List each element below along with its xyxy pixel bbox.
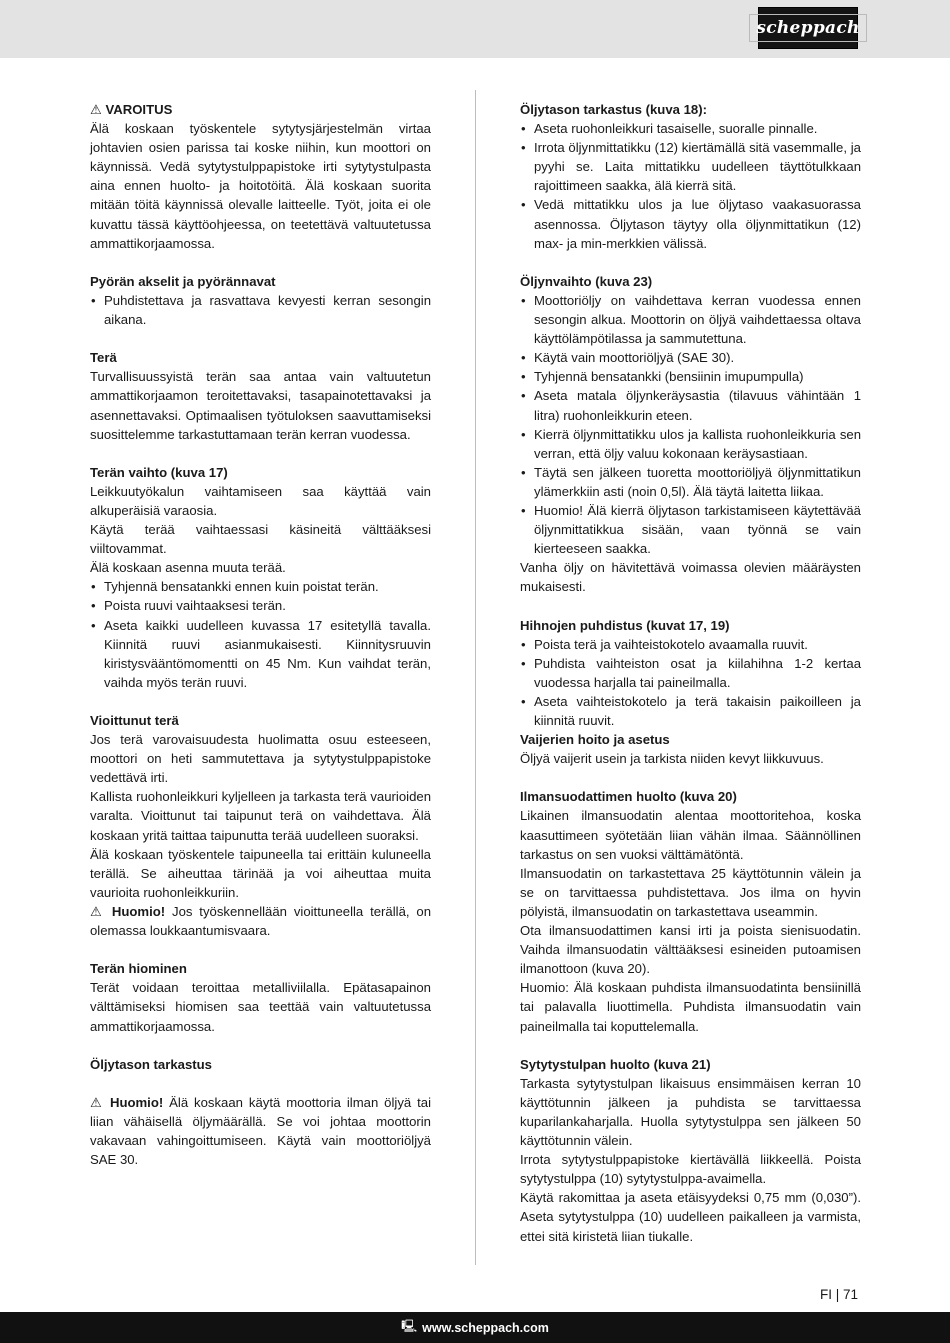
paragraph: Tarkasta sytytystulpan likaisuus ensimmäisen kerran 10 käyttötunnin jälkeen ja puhdista se tarvittaessa kuparilankaharjalla. Huolla sytytystulppa sen jälkeen 50 käyttötunnin välein. [520, 1075, 861, 1149]
website-link[interactable]: www.scheppach.com [422, 1320, 549, 1335]
paragraph: Likainen ilmansuodatin alentaa moottoritehoa, koska kaasuttimeen syötetään liian vähän ilmaa. Säännöllinen tarkastus on sen vuoksi välttämätöntä. [520, 808, 861, 862]
list-item: • Poista ruuvi vaihtaaksesi terän. [90, 596, 431, 615]
list-item: • Aseta vaihteistokotelo ja terä takaisin paikoilleen ja kiinnitä ruuvit. [520, 692, 861, 730]
sharpening-text: Terät voidaan teroittaa metalliviilalla. Epätasapainon välttämiseksi hiomisen saa teettää vain valtuutetussa ammattikorjaamossa. [90, 980, 431, 1034]
oil-change-list [520, 291, 861, 558]
list-item: • Huomio! Älä kierrä öljytason tarkistamiseen käytettävää öljynmittatikkua sisään, vaan työnnä se vain kierteeseen saakka. [520, 501, 861, 558]
paragraph: Käytä terää vaihtaessasi käsineitä välttääksesi viiltovammat. [90, 522, 431, 557]
warning-text: Älä koskaan työskentele sytytysjärjestelmän virtaa johtavien osien parissa tai koske niihin, kun moottori on käynnissä. Vedä sytytystulppapistoke irti sytytystulpasta aina ennen huolto- ja hoitotöitä. Älä koskaan suorita mitään töitä käynnissä olevalle laitteelle. Työt, joita ei ole kuvattu tässä käyttöohjeessa, on teetettävä valtuutetussa ammattikorjaamossa. [90, 121, 431, 251]
list-item: • Aseta ruohonleikkuri tasaiselle, suoralle pinnalle. [520, 119, 861, 138]
logo-text: scheppach [749, 14, 866, 42]
list-item: • Vedä mittatikku ulos ja lue öljytaso vaakasuorassa asennossa. Öljytason täytyy olla öljynmittatikun (12) max- ja min-merkkien välissä. [520, 195, 861, 252]
air-filter-heading: Ilmansuodattimen huolto (kuva 20) [520, 789, 737, 805]
list-item: • Täytä sen jälkeen tuoretta moottoriöljyä öljynmittatikun ylämerkkiin asti (noin 0,5l). Älä täytä laitetta liikaa. [520, 463, 861, 501]
oil-disposal-text: Vanha öljy on hävitettävä voimassa olevien määräysten mukaisesti. [520, 560, 861, 595]
paragraph: Älä koskaan työskentele taipuneella tai erittäin kuluneella terällä. Se aiheuttaa tärinää ja voi aiheuttaa muita vaurioita ruohonleikkuriin. [90, 846, 431, 900]
page-number: FI | 71 [819, 1287, 858, 1302]
list-item: • Poista terä ja vaihteistokotelo avaamalla ruuvit. [520, 635, 861, 654]
right-column [520, 100, 861, 1246]
blade-change-heading: Terän vaihto (kuva 17) [90, 464, 228, 480]
paragraph: Kallista ruohonleikkuri kyljelleen ja tarkasta terä vaurioiden varalta. Vioittunut tai taipunut terä on vaihdettava. Älä koskaan yritä taittaa taipunutta terää uudelleen suoraksi. [90, 789, 431, 843]
oil-change-heading: Öljynvaihto (kuva 23) [520, 273, 653, 289]
paragraph: Irrota sytytystulppapistoke kiertävällä liikkeellä. Poista sytytystulppa (10) sytytystulppa-avaimella. [520, 1152, 861, 1187]
warning-triangle-icon: ⚠ [90, 1094, 105, 1110]
oil-check-note [90, 1093, 431, 1169]
warning-title: VAROITUS [105, 102, 173, 117]
oil-check-heading: Öljytason tarkastus [90, 1056, 212, 1072]
list-item: • Käytä vain moottoriöljyä (SAE 30). [520, 348, 861, 367]
belt-cleaning-list [520, 635, 861, 730]
wheels-heading: Pyörän akselit ja pyörännavat [90, 273, 276, 289]
list-item: • Tyhjennä bensatankki ennen kuin poistat terän. [90, 577, 431, 596]
footer-bar [0, 1312, 950, 1343]
computer-icon: 🖳 [401, 1319, 418, 1333]
list-item: • Puhdistettava ja rasvattava kevyesti kerran sesongin aikana. [90, 291, 431, 329]
wheels-list [90, 291, 431, 329]
column-divider [475, 90, 476, 1265]
list-item: • Aseta kaikki uudelleen kuvassa 17 esitetyllä tavalla. Kiinnitä ruuvi asianmukaisesti. Kiinnitysruuvin kiristysvääntömomentti on 45 Nm. Kun vaihdat terän, vaihda myös terän ruuvi. [90, 616, 431, 692]
paragraph: Ota ilmansuodattimen kansi irti ja poista sienisuodatin. Vaihda ilmansuodatin välttääksesi esineiden putoamisen ilmanottoon (kuva 20). [520, 923, 861, 977]
damaged-blade-note [90, 902, 431, 940]
spark-plug-heading: Sytytystulpan huolto (kuva 21) [520, 1056, 711, 1072]
list-item: • Irrota öljynmittatikku (12) kiertämällä sitä vasemmalle, ja pyyhi se. Laita mittatikku uudelleen täyttötulkkaan rajoittimeen saakka, älä kierrä sitä. [520, 138, 861, 195]
list-item: • Tyhjennä bensatankki (bensiinin imupumpulla) [520, 367, 861, 386]
left-column [90, 100, 431, 1169]
scheppach-logo [758, 7, 858, 49]
sharpening-heading: Terän hiominen [90, 961, 187, 977]
note-label: Huomio! [111, 903, 166, 919]
blade-text: Turvallisuussyistä terän saa antaa vain valtuutetun ammattikorjaamon teroitettavaksi, tasapainotettavaksi ja asennettavaksi. Optimaalisen työtuloksen saavuttamiseksi suosittelemme tarkastuttamaan terän kerran vuodessa. [90, 369, 431, 442]
warning-triangle-icon: ⚠ [90, 102, 102, 117]
cables-text: Öljyä vaijerit usein ja tarkista niiden kevyt liikkuvuus. [520, 751, 824, 767]
list-item: • Puhdista vaihteiston osat ja kiilahihna 1-2 kertaa vuodessa harjalla tai paineilmalla. [520, 654, 861, 692]
list-item: • Kierrä öljynmittatikku ulos ja kallista ruohonleikkuria sen verran, että öljy valuu kokonaan keräysastiaan. [520, 425, 861, 463]
note-text: Älä koskaan käytä moottoria ilman öljyä tai liian vähäisellä öljymäärällä. Se voi johtaa moottorin vakavaan vahingoittumiseen. Käytä vain moottoriöljyä SAE 30. [90, 1094, 431, 1168]
note-text: Jos työskennellään vioittuneella terällä, on olemassa loukkaantumisvaara. [90, 903, 431, 939]
oil-check-fig-list [520, 119, 861, 253]
note-label: Huomio! [109, 1094, 164, 1110]
paragraph: Leikkuutyökalun vaihtamiseen saa käyttää vain alkuperäisiä varaosia. [90, 483, 431, 518]
warning-triangle-icon: ⚠ [90, 903, 105, 919]
paragraph: Ilmansuodatin on tarkastettava 25 käyttötunnin välein ja se on tarvittaessa puhdistettava. Jos ilma on hyvin pölyistä, ilmansuodatin on tarkastettava useammin. [520, 865, 861, 919]
blade-heading: Terä [90, 350, 117, 366]
oil-check-fig-heading: Öljytason tarkastus (kuva 18): [520, 102, 707, 117]
warning-heading [90, 100, 431, 119]
paragraph: Jos terä varovaisuudesta huolimatta osuu esteeseen, moottori on heti sammutettava ja sytytystulppapistoke vedettävä irti. [90, 732, 431, 786]
belt-cleaning-heading: Hihnojen puhdistus (kuvat 17, 19) [520, 617, 730, 633]
paragraph: Älä koskaan asenna muuta terää. [90, 560, 286, 576]
blade-change-list [90, 577, 431, 692]
list-item: • Aseta matala öljynkeräysastia (tilavuus vähintään 1 litra) ruohonleikkurin eteen. [520, 386, 861, 424]
damaged-blade-heading: Vioittunut terä [90, 713, 179, 728]
paragraph: Käytä rakomittaa ja aseta etäisyydeksi 0,75 mm (0,030”). Aseta sytytystulppa (10) uudelleen paikalleen ja varmista, ettei sitä kiristetä liian tiukalle. [520, 1190, 861, 1244]
paragraph: Huomio: Älä koskaan puhdista ilmansuodatinta bensiinillä tai palavalla liuottimella. Puhdista ilmansuodatin vain paineilmalla tai koputtelemalla. [520, 980, 861, 1034]
list-item: • Moottoriöljy on vaihdettava kerran vuodessa ennen sesongin alkua. Moottorin on öljyä vaihdettaessa oltava käyttölämpötilassa ja sammutettuna. [520, 291, 861, 348]
cables-heading: Vaijerien hoito ja asetus [520, 732, 670, 748]
